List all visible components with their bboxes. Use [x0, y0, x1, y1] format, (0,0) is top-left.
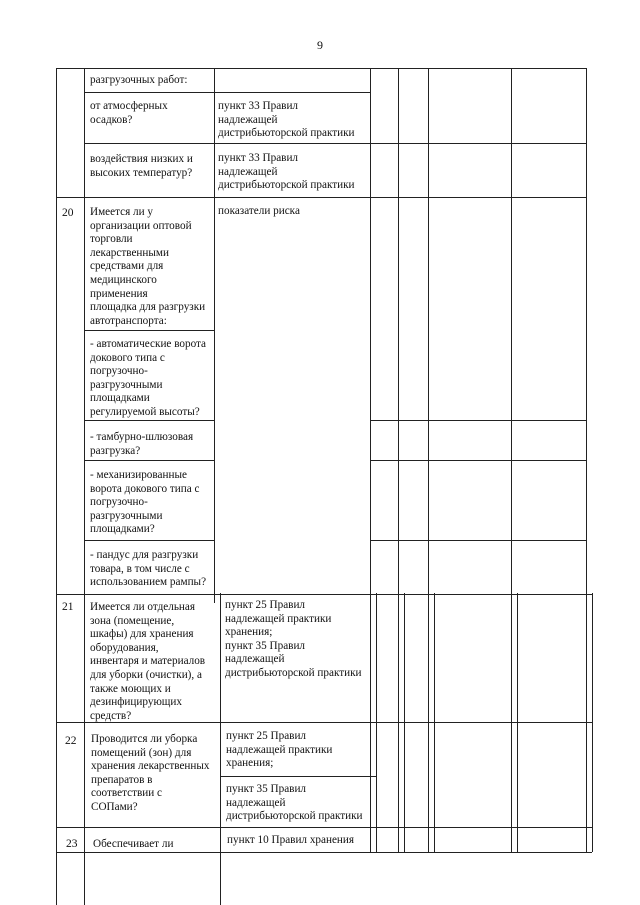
basis-cell: пункт 25 Правил надлежащей практики хранения; пункт 35 Правил надлежащей дистрибьюторской практики — [225, 599, 362, 679]
row-border — [56, 827, 592, 828]
row-border — [56, 68, 587, 69]
page-number: 9 — [317, 38, 323, 52]
table-border — [592, 593, 593, 852]
question-cell: - пандус для разгрузки товара, в том числе с использованием рампы? — [90, 549, 207, 589]
question-cell: Имеется ли отдельная зона (помещение, шкафы) для хранения оборудования, инвентаря и материалов для уборки (очистки), а также моющих и дезинфицирующих средств? — [90, 601, 206, 722]
row-number: 22 — [65, 735, 77, 747]
row-number: 23 — [66, 838, 78, 850]
row-border — [84, 540, 214, 541]
table-border — [586, 68, 587, 852]
question-cell: разгрузочных работ: — [90, 74, 188, 86]
question-cell: воздействия низких и высоких температур? — [90, 153, 193, 179]
basis-cell: пункт 33 Правил надлежащей дистрибьюторской практики — [218, 100, 355, 140]
question-cell: Проводится ли уборка помещений (зон) для хранения лекарственных препаратов в соответствии с СОПами? — [91, 733, 210, 813]
row-border — [370, 540, 586, 541]
question-cell: - автоматические ворота докового типа с погрузочно- разгрузочными площадками регулируемой высоты? — [90, 338, 207, 418]
row-border — [220, 776, 376, 777]
basis-cell: показатели риска — [218, 205, 300, 217]
row-number: 20 — [62, 207, 74, 219]
table-border — [220, 593, 221, 905]
question-cell: Имеется ли у организации оптовой торговли лекарственными средствами для медицинского применения площадка для разгрузки автотранспорта: — [90, 206, 206, 327]
question-cell: - механизированные ворота докового типа с погрузочно- разгрузочными площадками? — [90, 469, 200, 536]
row-number: 21 — [62, 601, 74, 613]
basis-cell: пункт 10 Правил хранения — [227, 834, 355, 846]
row-border — [370, 460, 586, 461]
row-border — [56, 852, 592, 853]
table-border — [214, 68, 215, 603]
row-border — [84, 330, 214, 331]
question-cell: от атмосферных осадков? — [90, 100, 168, 126]
row-border — [56, 197, 587, 198]
question-cell: Обеспечивает ли — [93, 838, 174, 850]
table-border — [56, 68, 57, 905]
basis-cell: пункт 33 Правил надлежащей дистрибьюторской практики — [218, 152, 355, 192]
basis-cell: пункт 25 Правил надлежащей практики хранения; — [226, 730, 333, 770]
row-border — [56, 594, 592, 595]
row-border — [84, 143, 587, 144]
row-border — [84, 92, 370, 93]
table-border — [84, 68, 85, 905]
question-cell: - тамбурно-шлюзовая разгрузка? — [90, 431, 194, 457]
basis-cell: пункт 35 Правил надлежащей дистрибьюторской практики — [226, 783, 363, 823]
row-border — [370, 420, 586, 421]
row-border — [84, 460, 214, 461]
row-border — [84, 420, 214, 421]
